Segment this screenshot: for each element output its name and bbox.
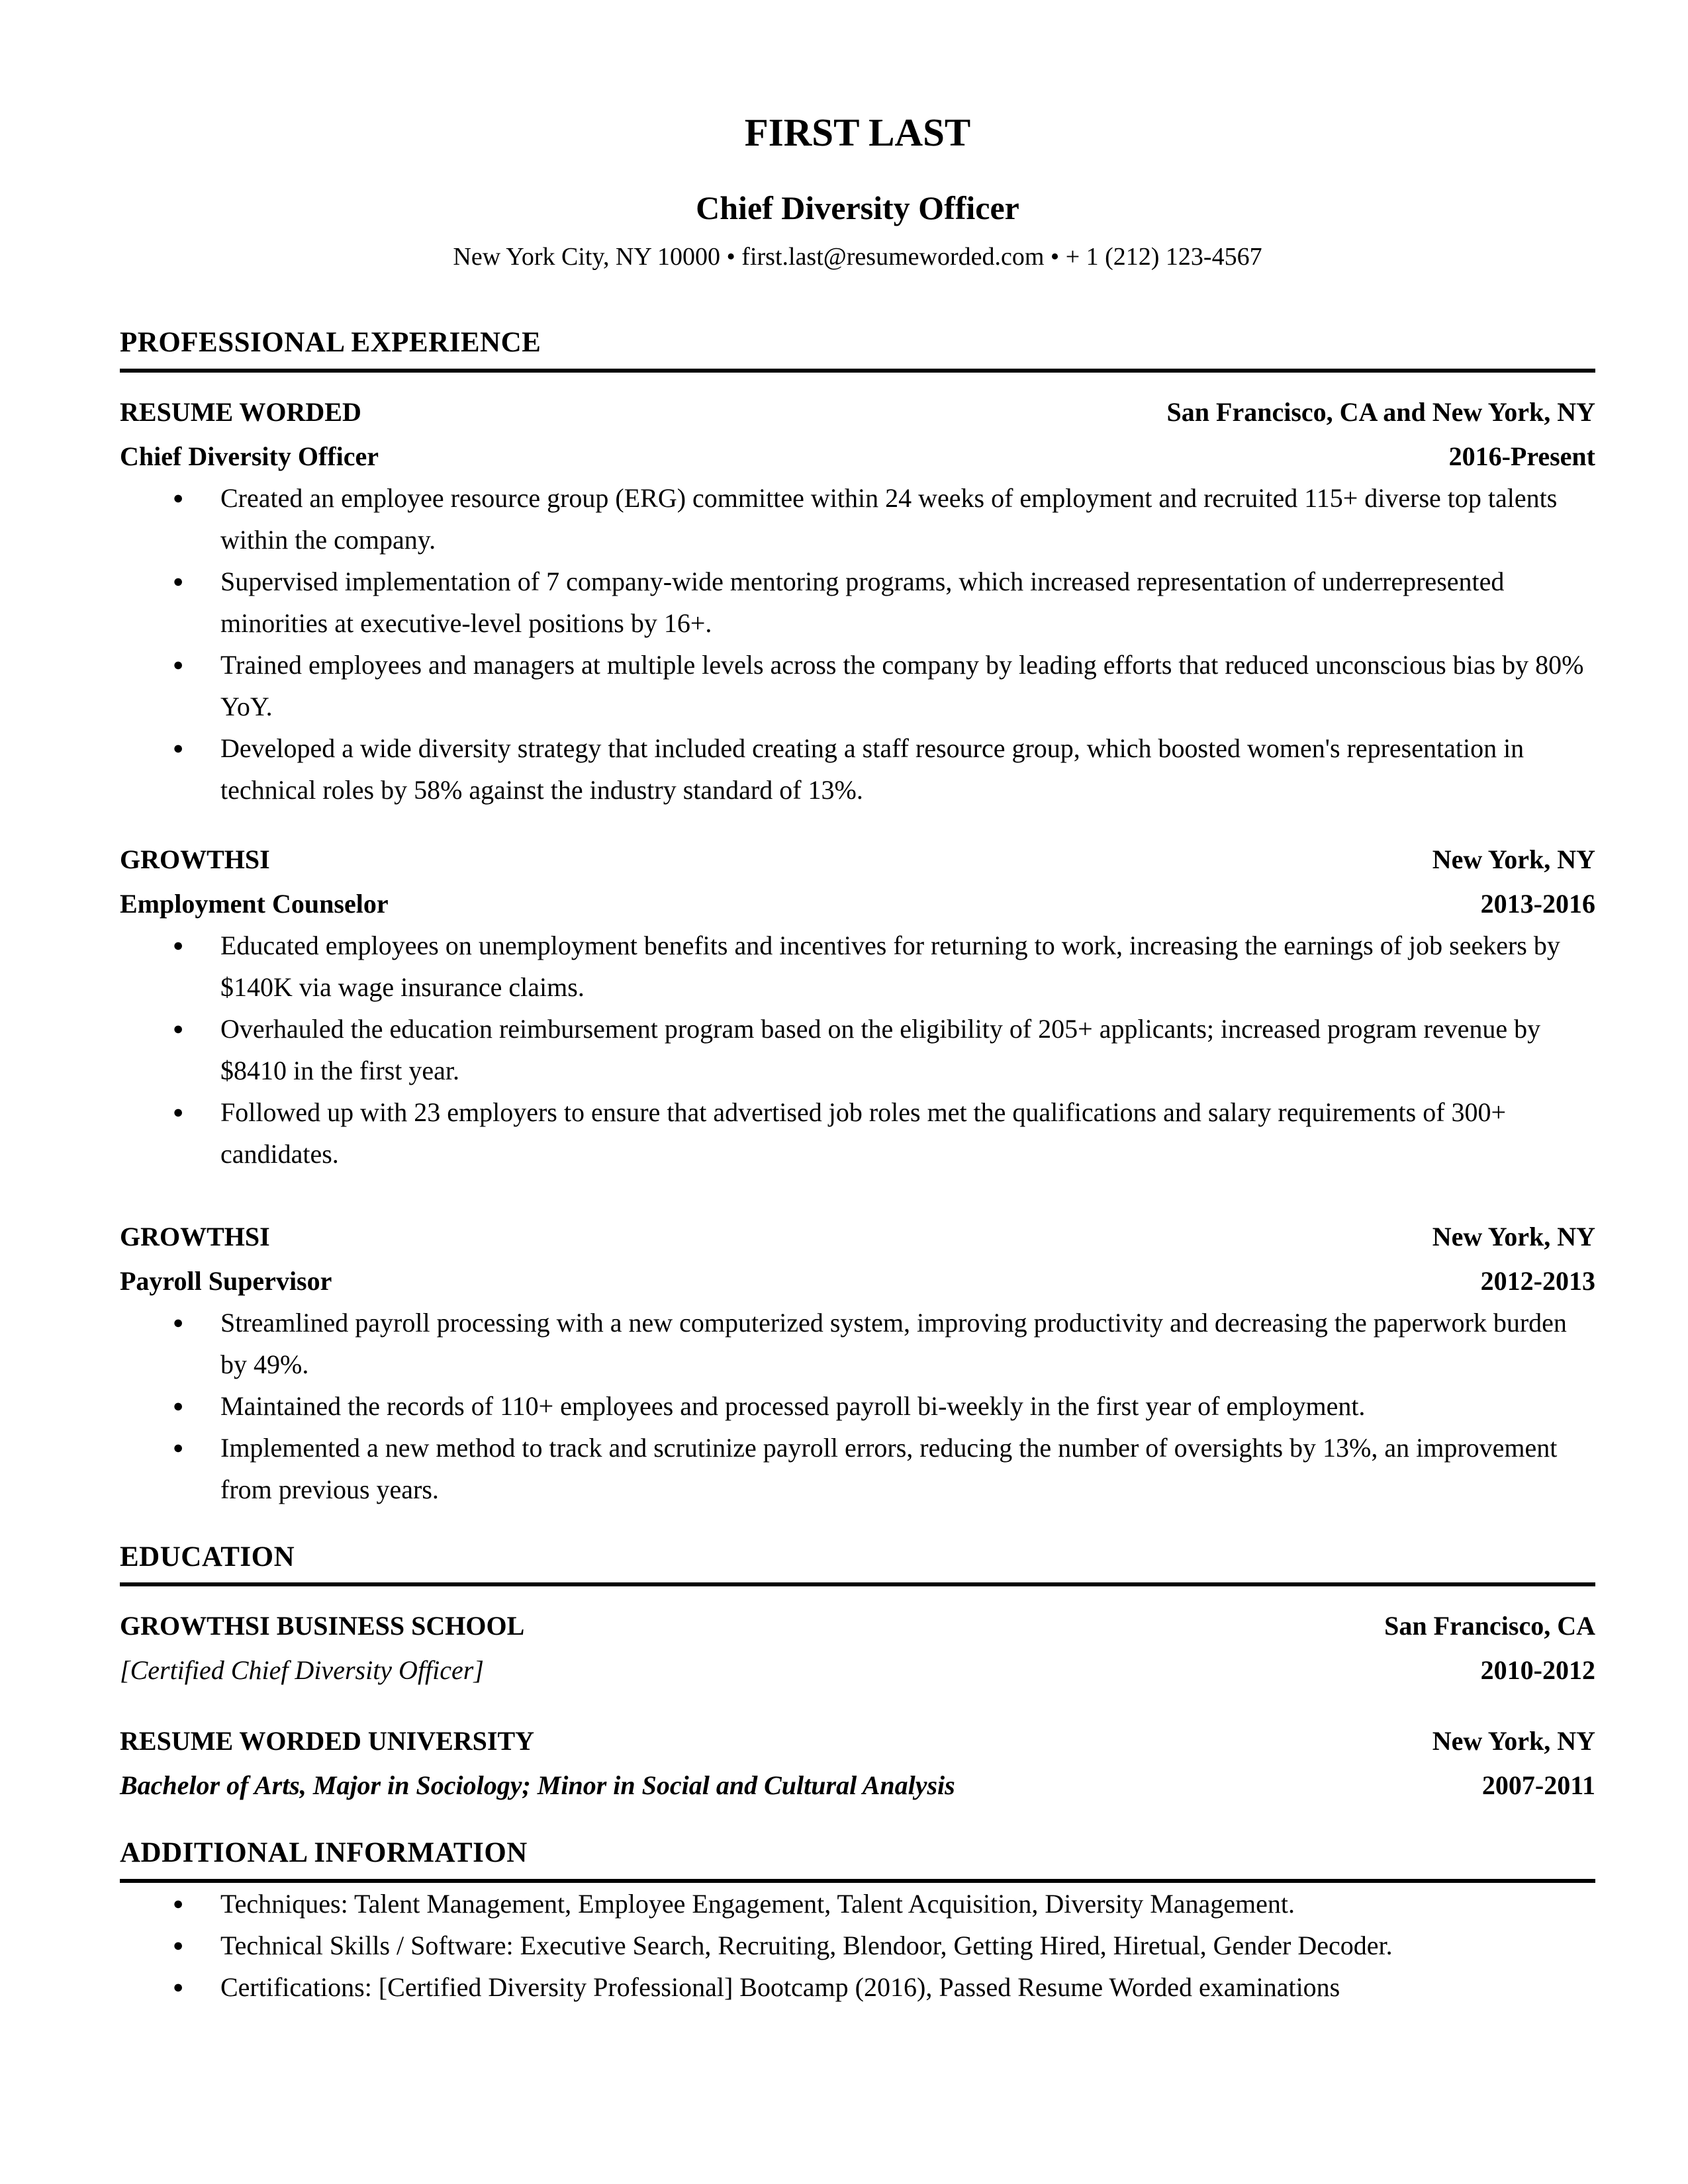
resume-header (120, 111, 1595, 272)
bullet-item (120, 1883, 1595, 1925)
bullet-text: Streamlined payroll processing with a new computerized system, improving productivity and decreasing the paperwork burden by 49%. (220, 1307, 1567, 1379)
job-entry-growthsi-counselor (120, 839, 1595, 1175)
bullet-icon: ● (173, 1018, 184, 1038)
section-heading-professional-experience: PROFESSIONAL EXPERIENCE (120, 327, 541, 359)
job-entry-resume-worded (120, 391, 1595, 811)
bullet-icon: ● (173, 487, 184, 508)
school-location: San Francisco, CA (1384, 1611, 1595, 1641)
bullet-item (120, 727, 1595, 811)
bullet-text: Techniques: Talent Management, Employee Engagement, Talent Acquisition, Diversity Management. (220, 1888, 1295, 1919)
bullet-text: Certifications: [Certified Diversity Professional] Bootcamp (2016), Passed Resume Worded examinations (220, 1972, 1340, 2002)
bullet-list (120, 1302, 1595, 1510)
school-dates: 2007-2011 (1481, 1770, 1595, 1801)
section-heading-education: EDUCATION (120, 1541, 295, 1572)
section-professional-experience (120, 326, 1595, 1510)
bullet-text: Educated employees on unemployment benefits and incentives for returning to work, increasing the earnings of job seekers by $140K via wage insurance claims. (220, 930, 1560, 1002)
bullet-item (120, 1302, 1595, 1385)
job-role: Payroll Supervisor (120, 1265, 332, 1296)
bullet-text: Trained employees and managers at multiple levels across the company by leading efforts that reduced unconscious bias by 80% YoY. (220, 649, 1584, 721)
bullet-item (120, 1427, 1595, 1510)
bullet-icon: ● (173, 1395, 184, 1416)
job-dates: 2013-2016 (1480, 888, 1595, 919)
bullet-icon: ● (173, 934, 184, 955)
bullet-icon: ● (173, 1893, 184, 1913)
company-name: GROWTHSI (120, 844, 270, 874)
bullet-icon: ● (173, 1312, 184, 1332)
school-entry-growthsi-business-school (120, 1605, 1595, 1691)
bullet-text: Followed up with 23 employers to ensure that advertised job roles met the qualifications and salary requirements of 300+ candidates. (220, 1097, 1507, 1169)
bullet-text: Maintained the records of 110+ employees and processed payroll bi-weekly in the first year of employment. (220, 1390, 1366, 1421)
bullet-text: Technical Skills / Software: Executive Search, Recruiting, Blendoor, Getting Hired, Hiretual, Gender Decoder. (220, 1930, 1393, 1960)
school-entry-resume-worded-university (120, 1720, 1595, 1806)
bullet-item (120, 1091, 1595, 1175)
bullet-text: Implemented a new method to track and scrutinize payroll errors, reducing the number of oversights by 13%, an improvement from previous years. (220, 1432, 1558, 1504)
bullet-item (120, 1385, 1595, 1427)
contact-line: New York City, NY 10000 • first.last@resumeworded.com • + 1 (212) 123-4567 (453, 242, 1262, 271)
bullet-item (120, 1008, 1595, 1091)
bullet-icon: ● (173, 1437, 184, 1457)
bullet-item (120, 925, 1595, 1008)
bullet-text: Overhauled the education reimbursement program based on the eligibility of 205+ applicants; increased program revenue by $8410 in the first year. (220, 1013, 1541, 1085)
degree: [Certified Chief Diversity Officer] (120, 1655, 484, 1686)
section-heading-additional-information: ADDITIONAL INFORMATION (120, 1837, 528, 1869)
bullet-text: Created an employee resource group (ERG) committee within 24 weeks of employment and recruited 115+ diverse top talents within the company. (220, 482, 1558, 555)
job-location: San Francisco, CA and New York, NY (1166, 396, 1595, 427)
bullet-icon: ● (173, 737, 184, 758)
bullet-icon: ● (173, 1101, 184, 1122)
school-dates: 2010-2012 (1480, 1655, 1595, 1686)
bullet-item (120, 561, 1595, 644)
degree: Bachelor of Arts, Major in Sociology; Minor in Social and Cultural Analysis (120, 1770, 955, 1801)
school-location: New York, NY (1432, 1726, 1595, 1756)
job-role: Chief Diversity Officer (120, 441, 379, 471)
bullet-list (120, 925, 1595, 1175)
job-dates: 2012-2013 (1480, 1265, 1595, 1296)
bullet-list (120, 477, 1595, 811)
bullet-icon: ● (173, 570, 184, 591)
section-rule (120, 369, 1595, 373)
job-role: Employment Counselor (120, 888, 389, 919)
school-name: GROWTHSI BUSINESS SCHOOL (120, 1611, 525, 1641)
bullet-icon: ● (173, 1976, 184, 1997)
bullet-icon: ● (173, 654, 184, 674)
school-name: RESUME WORDED UNIVERSITY (120, 1726, 535, 1756)
bullet-item (120, 1966, 1595, 2008)
company-name: GROWTHSI (120, 1221, 270, 1251)
company-name: RESUME WORDED (120, 396, 361, 427)
bullet-text: Developed a wide diversity strategy that included creating a staff resource group, which boosted women's representation in technical roles by 58% against the industry standard of 13%. (220, 733, 1524, 805)
candidate-name: FIRST LAST (744, 111, 971, 154)
job-entry-growthsi-payroll (120, 1216, 1595, 1510)
job-location: New York, NY (1432, 844, 1595, 874)
job-dates: 2016-Present (1448, 441, 1595, 471)
bullet-item (120, 477, 1595, 561)
section-additional-information (120, 1837, 1595, 2007)
section-rule (120, 1582, 1595, 1586)
job-location: New York, NY (1432, 1221, 1595, 1251)
candidate-title: Chief Diversity Officer (696, 189, 1019, 226)
bullet-item (120, 644, 1595, 727)
bullet-icon: ● (173, 1934, 184, 1955)
bullet-list (120, 1883, 1595, 2008)
section-education (120, 1541, 1595, 1806)
bullet-item (120, 1925, 1595, 1966)
bullet-text: Supervised implementation of 7 company-wide mentoring programs, which increased representation of underrepresented minorities at executive-level positions by 16+. (220, 566, 1505, 638)
